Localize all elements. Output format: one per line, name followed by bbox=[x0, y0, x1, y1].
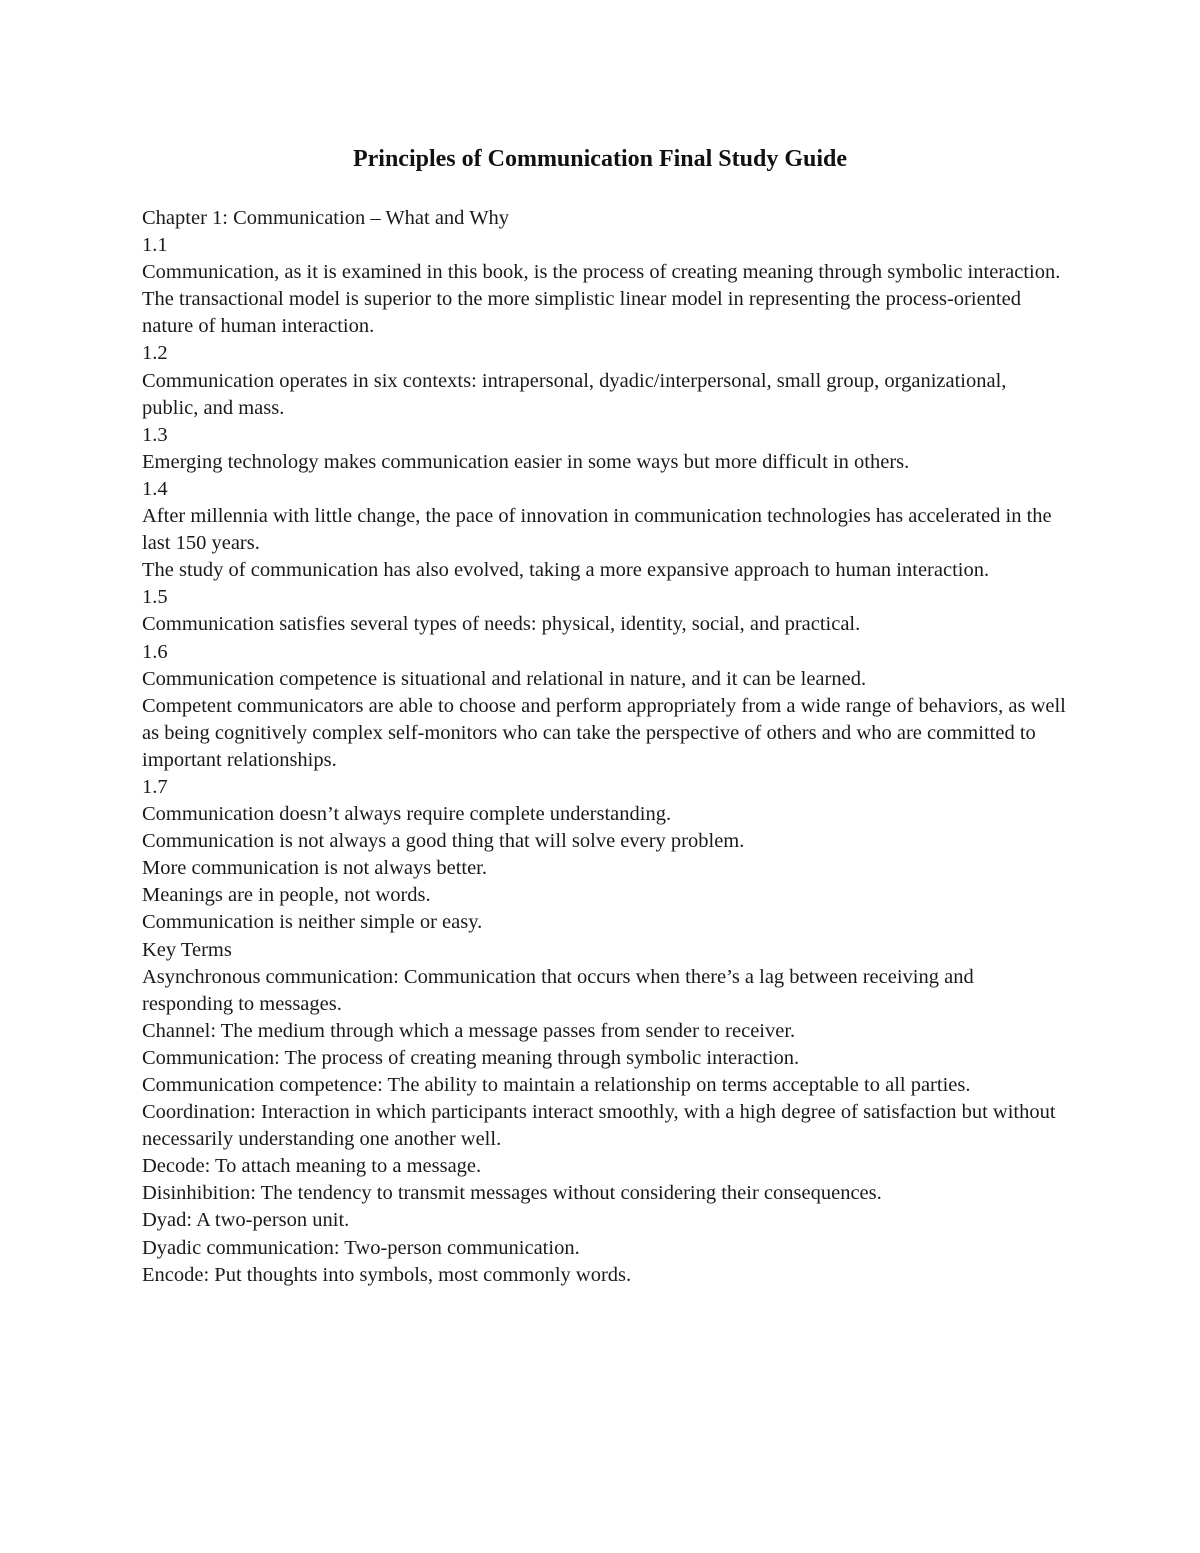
paragraph: Communication is not always a good thing that will solve every problem. bbox=[142, 830, 745, 853]
paragraph: Communication competence is situational and relational in nature, and it can be learned. bbox=[142, 667, 867, 690]
section-number: 1.4 bbox=[142, 477, 168, 500]
key-term: Dyad: A two-person unit. bbox=[142, 1209, 350, 1232]
paragraph: More communication is not always better. bbox=[142, 857, 488, 880]
paragraph: Communication doesn’t always require complete understanding. bbox=[142, 803, 672, 826]
paragraph: Competent communicators are able to choose and perform appropriately from a wide range of behaviors, as well as being cognitively complex self-monitors who can take the perspective of others and who are committed to important relationships. bbox=[142, 694, 1066, 771]
paragraph: Communication satisfies several types of needs: physical, identity, social, and practical. bbox=[142, 613, 861, 636]
document-title: Principles of Communication Final Study Guide bbox=[352, 146, 848, 172]
key-term: Asynchronous communication: Communication that occurs when there’s a lag between receiving and responding to messages. bbox=[142, 965, 974, 1015]
section-number: 1.2 bbox=[142, 342, 168, 365]
paragraph: Communication operates in six contexts: intrapersonal, dyadic/interpersonal, small group, organizational, public, and mass. bbox=[142, 369, 1007, 419]
key-term: Disinhibition: The tendency to transmit messages without considering their consequences. bbox=[142, 1182, 882, 1205]
section-number: 1.5 bbox=[142, 586, 168, 609]
paragraph: Communication, as it is examined in this book, is the process of creating meaning through symbolic interaction. bbox=[142, 261, 1061, 284]
key-term: Decode: To attach meaning to a message. bbox=[142, 1155, 482, 1178]
section-number: 1.3 bbox=[142, 423, 168, 446]
paragraph: Emerging technology makes communication easier in some ways but more difficult in others. bbox=[142, 450, 910, 473]
key-terms-heading: Key Terms bbox=[142, 938, 232, 961]
key-term: Dyadic communication: Two-person communication. bbox=[142, 1236, 580, 1259]
paragraph: After millennia with little change, the pace of innovation in communication technologies has accelerated in the last 150 years. bbox=[142, 505, 1052, 555]
paragraph: Communication is neither simple or easy. bbox=[142, 911, 483, 934]
key-term: Channel: The medium through which a message passes from sender to receiver. bbox=[142, 1019, 796, 1042]
key-term: Communication: The process of creating meaning through symbolic interaction. bbox=[142, 1046, 800, 1069]
paragraph: The study of communication has also evolved, taking a more expansive approach to human interaction. bbox=[142, 559, 990, 582]
key-term: Communication competence: The ability to maintain a relationship on terms acceptable to all parties. bbox=[142, 1074, 971, 1096]
section-number: 1.7 bbox=[142, 775, 168, 798]
section-number: 1.6 bbox=[142, 640, 168, 663]
key-term: Encode: Put thoughts into symbols, most commonly words. bbox=[142, 1263, 632, 1286]
paragraph: Meanings are in people, not words. bbox=[142, 884, 431, 907]
key-term: Coordination: Interaction in which participants interact smoothly, with a high degree of satisfaction but without necessarily understanding one another well. bbox=[142, 1101, 1056, 1151]
paragraph: The transactional model is superior to the more simplistic linear model in representing the process-oriented nature of human interaction. bbox=[142, 288, 1021, 338]
document-body bbox=[142, 205, 1067, 1289]
section-number: 1.1 bbox=[142, 234, 168, 257]
chapter-heading: Chapter 1: Communication – What and Why bbox=[142, 207, 510, 229]
